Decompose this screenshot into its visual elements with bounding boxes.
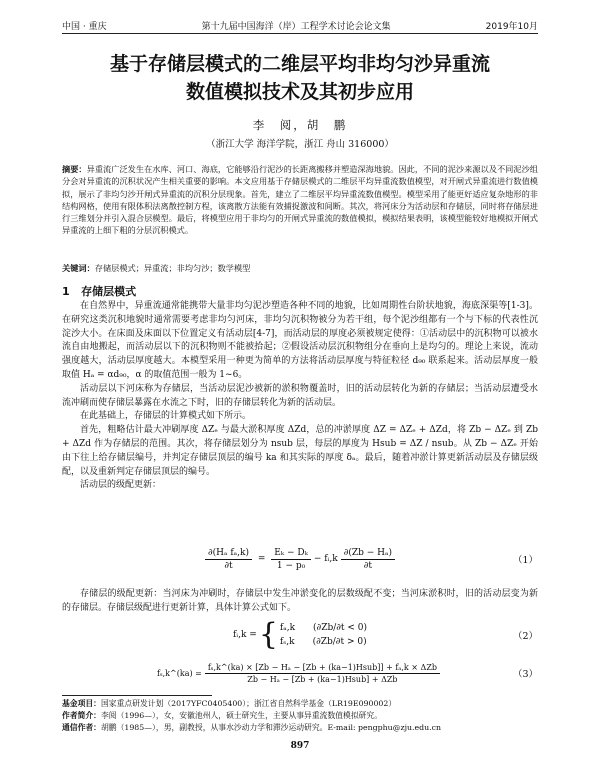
affiliation: （浙江大学 海洋学院，浙江 舟山 316000）: [206, 139, 394, 150]
eq1-mid-fraction: [271, 548, 311, 571]
section-title: 存储层模式: [81, 285, 137, 298]
running-header: [62, 18, 538, 32]
section-heading: [62, 283, 136, 299]
abstract-label: 摘要：: [62, 164, 87, 174]
eq3-num: fₛ,k^(ka) × [Zb − Hₐ − [Zb + (ka−1)Hsub]] + fₐ,k × ΔZb: [205, 663, 440, 674]
paragraph: 在此基础上，存储层的计算模式如下所示。: [80, 411, 252, 422]
funding-note: [62, 698, 538, 710]
paragraph: 活动层以下河床称为存储层，当活动层泥沙被新的淤积物覆盖时，旧的活动层转化为新的存储层；当活动层遭受水流冲刷而使存储层暴露在水流之下时，旧的存储层转化为新的活动层。: [62, 383, 538, 408]
paper-title: [0, 50, 600, 106]
equation-number: （3）: [512, 669, 538, 680]
eq1-mid-den: 1 − p₀: [276, 560, 306, 571]
footnote-rule: [62, 695, 212, 696]
paragraph: 活动层的级配更新：: [80, 480, 162, 491]
abstract: [62, 163, 538, 237]
left-brace-icon: {: [258, 617, 278, 652]
body-text-2: [62, 588, 538, 616]
equation-number: （2）: [512, 631, 538, 642]
authors: 李 阅，胡 鹏: [252, 118, 348, 132]
eq1-rhs-num: ∂(Zb − Hₐ): [341, 548, 395, 560]
funding-label: 基金项目：: [62, 699, 101, 708]
equation-number: （1）: [512, 555, 538, 566]
page-number: 897: [290, 741, 310, 751]
eq2-case-2: fₛ,k (∂Zb/∂t > 0): [279, 637, 367, 647]
equation-1: $\frac{\text{∂(Hₐ fₐ,k)}}{\partial t}$ = $\frac{\text{Eₖ − Dₖ}}{\text{1 − p₀}}$ − fᵢ,k $\frac{\text{∂(Zb − Hₐ)}}{\partial t}$ （1）: [62, 541, 538, 577]
eq1-mid-num: Eₖ − Dₖ: [271, 548, 311, 560]
header-rule: [62, 33, 538, 34]
eq3-fraction: [205, 663, 440, 684]
eq2-cases: [280, 621, 367, 649]
eq2-lhs: fᵢ,k =: [232, 630, 257, 640]
equation-3: [62, 658, 538, 688]
eq1-lhs-num: ∂(Hₐ fₐ,k): [205, 548, 252, 560]
eq3-lhs: fₛ,k^(ka) =: [156, 668, 202, 678]
equation-2: [62, 618, 538, 652]
eq3-den: Zb − Hₐ − [Zb + (ka−1)Hsub] + ΔZb: [247, 674, 398, 684]
title-line-1: 基于存储层模式的二维层平均非均匀沙异重流: [109, 53, 490, 75]
footnotes: [62, 698, 538, 734]
paragraph: 在自然界中，异重流通常能携带大量非均匀泥沙塑造各种不同的地貌，比如周期性台阶状地貌，海底深渠等[1-3]。在研究这类沉积地貌时通常需要考虑非均匀河床，非均匀沉积物被分为若干组，每个泥沙组都有一个与下标的代表性沉淀沙大小。在床面及床面以下位置定义有活动层[4-7]，而活动层的厚度必须被规定使得：①活动层中的沉积物可以被水流自由地搬起，而活动层以下的沉积物则不能被拾起；②假设活动层沉积物组分在垂向上是均匀的。理论上来说，流动强度越大，活动层厚度越大。本模型采用一种更为简单的方法将活动层厚度与特征粒径 d₉₀ 联系起来。活动层厚度一般取值 Hₐ = αd₉₀，α 的取值范围一般为 1~6。: [62, 301, 538, 380]
header-location: 中国 · 重庆: [62, 21, 107, 32]
title-line-2: 数值模拟技术及其初步应用: [185, 81, 414, 103]
abstract-text: 异重流广泛发生在水库、河口、海底，它能够沿行泥沙的长距离搬移并塑造深海地貌。因此，不同的泥沙来源以及不同泥沙组分会对异重流的沉积状况产生相关重要的影响。本文应用基于存储层模式的二维层平均异重流数值模型，对开闸式异重流进行数值模拟，展示了非均匀沙开闸式异重流的沉积分层现象。首先，建立了二维层平均异重流数值模型。模型采用了能更好适应复杂地形的非结构网格，使用有限体积法离散控制方程，该离散方法能有效捕捉激波和间断。其次，将河床分为活动层和存储层，同时将存储层进行三维划分并引入混合层模型。最后，将模型应用于非均匀的开闸式异重流的数值模拟，模拟结果表明，该模型能较好地模拟开闸式异重流的上细下粗的分层沉积模式。: [62, 164, 538, 236]
body-text: [62, 300, 538, 493]
eq1-rhs-fraction: [341, 548, 395, 571]
funding-text: 国家重点研发计划（2017YFC0405400）；浙江省自然科学基金（LR19E090002）: [100, 699, 397, 708]
paragraph: 存储层的级配更新：当河床为冲刷时，存储层中发生冲淤变化的层数级配不变；当河床淤积时，旧的活动层变为新的存储层。存储层级配进行更新计算，具体计算公式如下。: [62, 589, 538, 613]
header-date: 2019年10月: [485, 21, 538, 32]
eq1-lhs-fraction: [205, 548, 252, 571]
author-label: 作者简介：: [62, 711, 101, 720]
author-note: [62, 710, 538, 722]
paragraph: 首先，粗略估计最大冲刷厚度 ΔZₑ 与最大淤积厚度 ΔZd，总的冲淤厚度 ΔZ = ΔZₑ + ΔZd，将 Zb − ΔZₑ 到 Zb + ΔZd 作为存储层的范围。其次，将存储层划分为 nsub 层，每层的厚度为 Hsub = ΔZ / nsub。从 Zb − ΔZₑ 开始由下往上给存储层编号，并判定存储层顶层的编号 ka 和其实际的厚度 δₐ。最后，随着冲淤计算更新活动层及存储层级配，以及重新判定存储层顶层的编号。: [62, 425, 538, 477]
section-number: 1: [62, 285, 70, 298]
keywords-label: 关键词：: [62, 263, 95, 273]
corresponding-label: 通信作者：: [62, 723, 101, 732]
eq1-term: − fᵢ,k: [313, 554, 338, 564]
corresponding-note: [62, 722, 538, 734]
eq2-case-1: fₐ,k (∂Zb/∂t < 0): [279, 623, 368, 633]
keywords: [62, 263, 538, 274]
author-text: 李阅（1996—），女，安徽池州人，硕士研究生，主要从事异重流数值模拟研究。: [100, 711, 383, 720]
corresponding-text: 胡鹏（1985—），男，副教授，从事水沙动力学和滞沙运动研究。E-mail: pengphu@zju.edu.cn: [100, 723, 442, 732]
eq1-rhs-den: ∂t: [363, 560, 372, 571]
keywords-text: 存储层模式；异重流；非均匀沙；数学模型: [94, 263, 251, 273]
eq1-lhs-den: ∂t: [224, 560, 233, 571]
header-proceedings: 第十九届中国海洋（岸）工程学术讨论会论文集: [201, 21, 391, 32]
